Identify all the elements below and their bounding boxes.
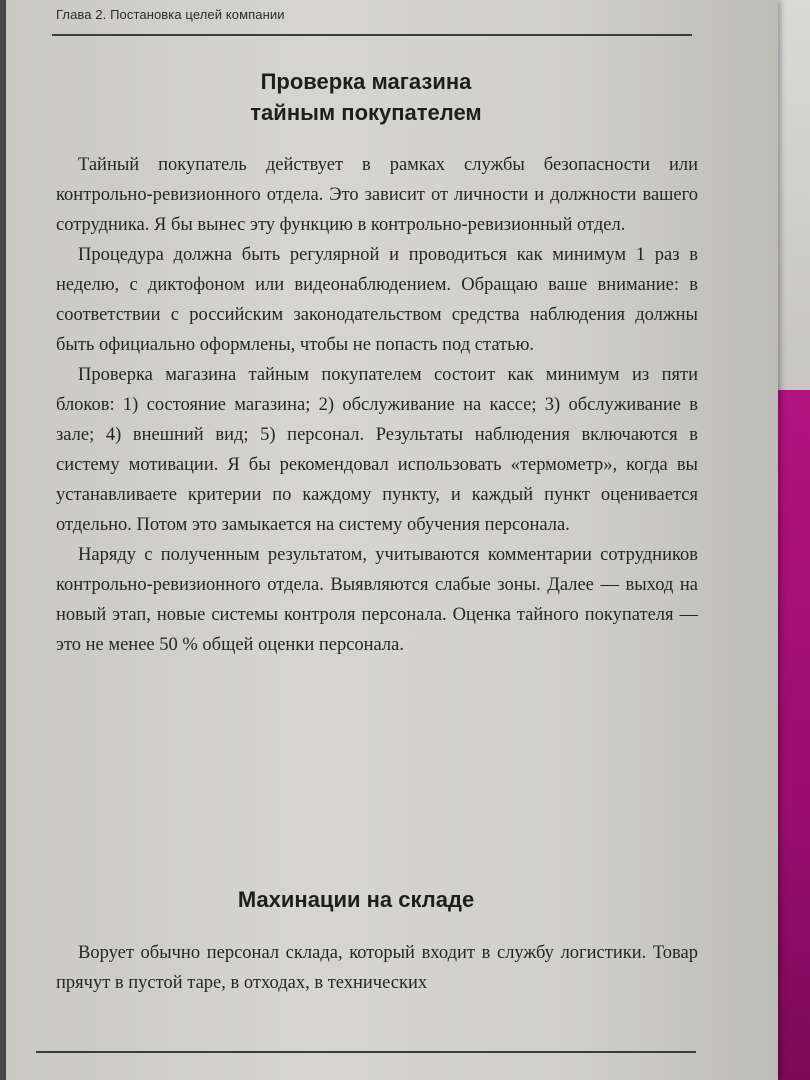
running-head: Глава 2. Постановка целей компании xyxy=(56,7,285,22)
book-page xyxy=(6,0,778,1080)
paragraph: Наряду с полученным результатом, учитываются комментарии сотрудников контрольно-ревизионного отдела. Выявляются слабые зоны. Далее — выход на новый этап, новые системы контроля персонала. Оценка тайного покупателя — это не менее 50 % общей оценки персонала. xyxy=(56,545,698,655)
footer-rule xyxy=(36,1051,696,1053)
paragraph: Тайный покупатель действует в рамках службы безопасности или контрольно-ревизионного отдела. Это зависит от личности и должности вашего сотрудника. Я бы вынес эту функцию в контрольно-ревизионный отдел. xyxy=(56,155,698,235)
section-title-warehouse: Махинации на складе xyxy=(237,887,475,912)
paragraph: Процедура должна быть регулярной и проводиться как минимум 1 раз в неделю, с диктофоном или видеонаблюдением. Обращаю ваше внимание: в соответствии с российским законодательством средства наблюдения должны быть официально оформлены, чтобы не попасть под статью. xyxy=(56,245,698,355)
section-title-line-1: Проверка магазина xyxy=(260,69,472,94)
header-rule xyxy=(52,34,692,36)
magenta-cover-strip xyxy=(774,390,810,1080)
section-body-mystery-shopper xyxy=(56,150,698,660)
section-title-mystery-shopper xyxy=(156,66,576,128)
section-title-line-2: тайным покупателем xyxy=(250,100,482,125)
paragraph: Ворует обычно персонал склада, который входит в службу логистики. Товар прячут в пустой таре, в отходах, в технических xyxy=(56,943,698,993)
section-body-warehouse xyxy=(56,938,698,998)
paragraph: Проверка магазина тайным покупателем состоит как минимум из пяти блоков: 1) состояние магазина; 2) обслуживание на кассе; 3) обслуживание в зале; 4) внешний вид; 5) персонал. Результаты наблюдения включаются в систему мотивации. Я бы рекомендовал использовать «термометр», когда вы устанавливаете критерии по каждому пункту, и каждый пункт оценивается отдельно. Потом это замыкается на систему обучения персонала. xyxy=(56,365,698,535)
